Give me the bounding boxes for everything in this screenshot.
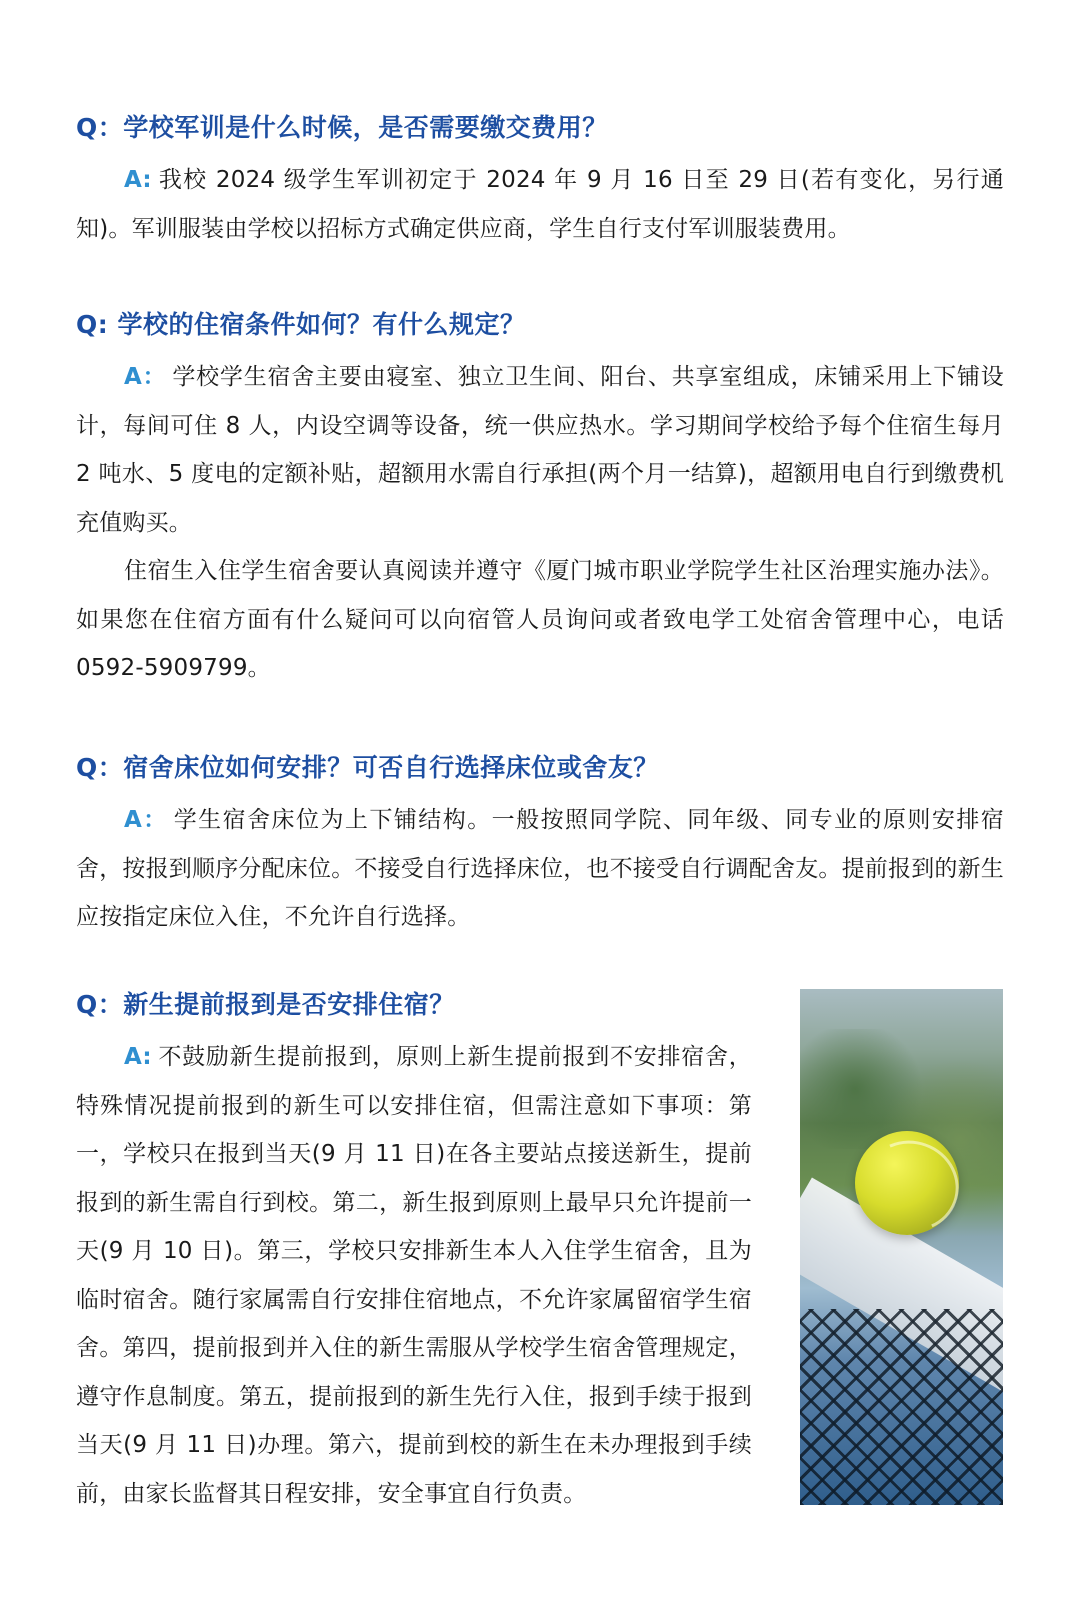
answer-text: 不鼓励新生提前报到，原则上新生提前报到不安排宿舍，特殊情况提前报到的新生可以安排住宿，但需注意如下事项：第一，学校只在报到当天(9 月 11 日)在各主要站点接送新生，提前报到的新生需自行到校。第二，新生报到原则上最早只允许提前一天(9 月 10 日)。第三，学校只安排新生本人入住学生宿舍，且为临时宿舍。随行家属需自行安排住宿地点，不允许家属留宿学生宿舍。第四，提前报到并入住的新生需服从学校学生宿舍管理规定，遵守作息制度。第五，提前报到的新生先行入住，报到手续于报到当天(9 月 11 日)办理。第六，提前到校的新生在未办理报到手续前，由家长监督其日程安排，安全事宜自行负责。 xyxy=(76,1044,752,1507)
answer-text: 学生宿舍床位为上下铺结构。一般按照同学院、同年级、同专业的原则安排宿舍，按报到顺序分配床位。不接受自行选择床位，也不接受自行调配舍友。提前报到的新生应按指定床位入住，不允许自行选择。 xyxy=(76,807,1004,930)
question-heading: Q：学校军训是什么时候，是否需要缴交费用？ xyxy=(76,113,608,142)
question-heading: Q：新生提前报到是否安排住宿？ xyxy=(76,990,455,1019)
tennis-photo xyxy=(800,989,1003,1505)
qa-bed-assignment xyxy=(76,748,1004,942)
question-heading: Q：宿舍床位如何安排？可否自行选择床位或舍友？ xyxy=(76,753,659,782)
answer-paragraph: 住宿生入住学生宿舍要认真阅读并遵守《厦门城市职业学院学生社区治理实施办法》。如果您在住宿方面有什么疑问可以向宿管人员询问或者致电学工处宿舍管理中心，电话 0592-5909799。 xyxy=(76,558,1004,681)
answer-label: A: xyxy=(124,167,152,193)
tennis-ball-icon xyxy=(855,1131,959,1235)
answer-label: A: xyxy=(124,1044,152,1070)
answer-paragraph xyxy=(76,796,1004,942)
answer-label: A： xyxy=(124,807,168,833)
answer-text: 我校 2024 级学生军训初定于 2024 年 9 月 16 日至 29 日(若有变化，另行通知)。军训服装由学校以招标方式确定供应商，学生自行支付军训服装费用。 xyxy=(76,167,1004,242)
answer-paragraph xyxy=(76,1033,752,1518)
qa-early-arrival xyxy=(76,985,752,1518)
qa-accommodation xyxy=(76,305,1004,693)
answer-paragraph xyxy=(76,353,1004,547)
question-heading: Q: 学校的住宿条件如何？有什么规定？ xyxy=(76,310,526,339)
tennis-net xyxy=(800,1309,1003,1505)
answer-label: A： xyxy=(124,364,167,390)
answer-text: 学校学生宿舍主要由寝室、独立卫生间、阳台、共享室组成，床铺采用上下铺设计，每间可住 8 人，内设空调等设备，统一供应热水。学习期间学校给予每个住宿生每月 2 吨水、5 度电的定额补贴，超额用水需自行承担(两个月一结算)，超额用电自行到缴费机充值购买。 xyxy=(76,364,1005,536)
qa-military-training xyxy=(76,108,1004,253)
answer-paragraph xyxy=(76,156,1004,253)
